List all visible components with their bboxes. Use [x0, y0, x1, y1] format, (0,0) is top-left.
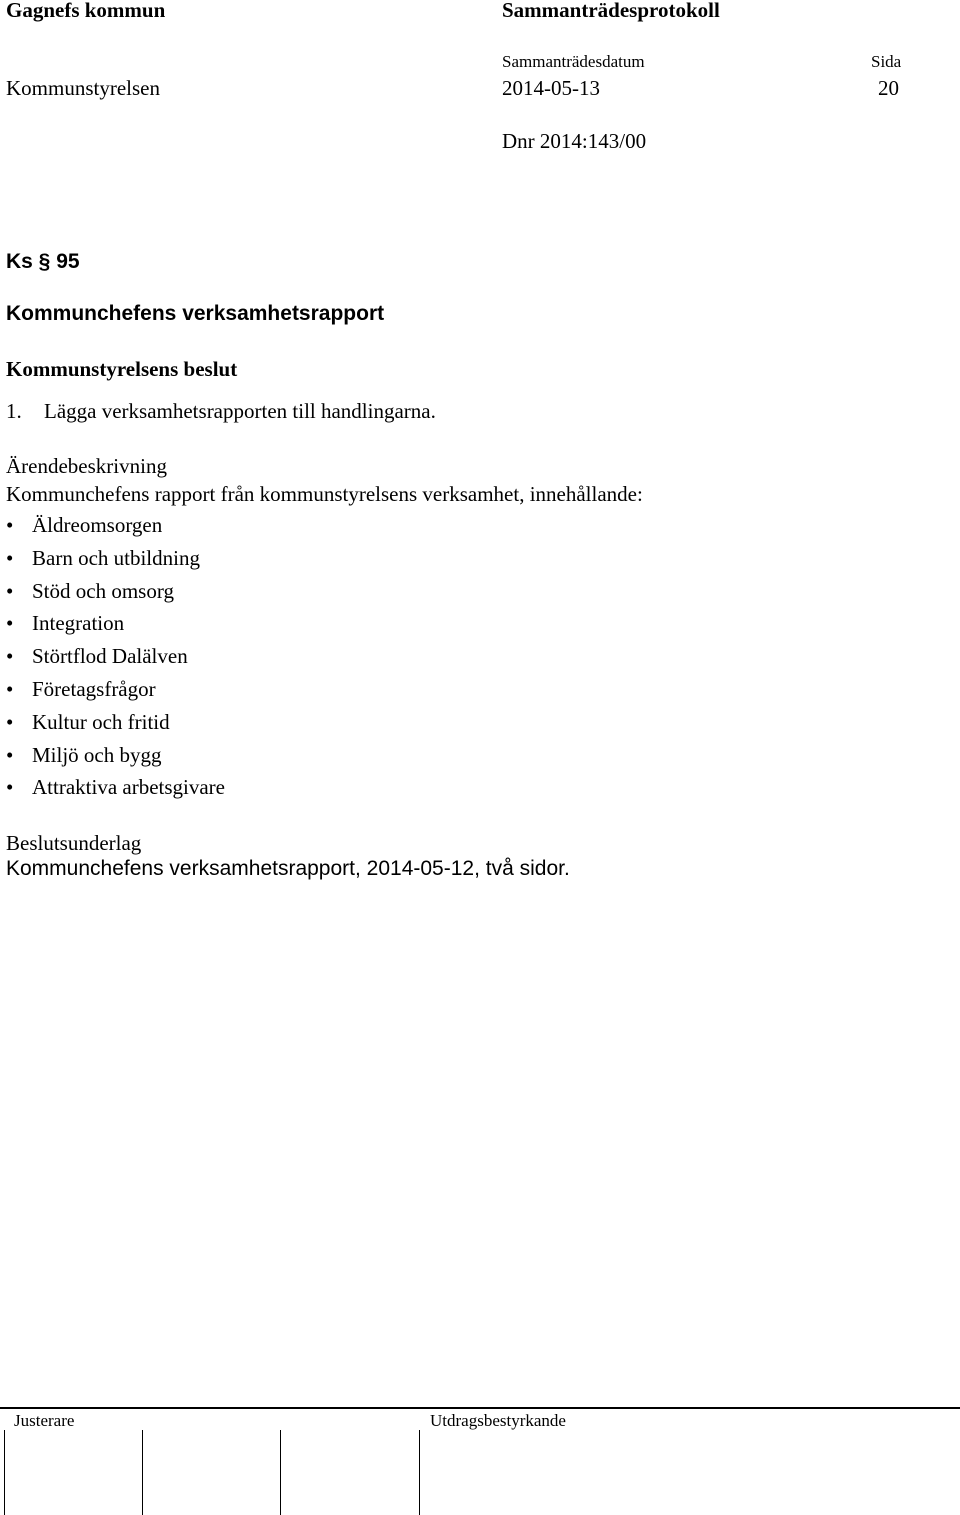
bullet-icon: • — [6, 676, 14, 701]
meeting-date-label: Sammanträdesdatum — [502, 52, 645, 71]
list-item-text: Integration — [32, 611, 125, 636]
bullet-icon: • — [6, 578, 14, 603]
decision-item-text: Lägga verksamhetsrapporten till handlingarna. — [44, 399, 436, 423]
signature-box-divider — [4, 1430, 5, 1515]
decision-item — [6, 399, 436, 424]
bullet-icon: • — [6, 644, 14, 669]
extract-certification-label: Utdragsbestyrkande — [430, 1411, 566, 1430]
bullet-icon: • — [6, 742, 14, 767]
basis-heading: Beslutsunderlag — [6, 831, 142, 855]
list-item-text: Äldreomsorgen — [32, 513, 163, 537]
bullet-icon: • — [6, 611, 14, 636]
page-number: 20 — [878, 76, 899, 100]
list-item — [6, 610, 225, 643]
list-item — [6, 676, 225, 709]
case-title: Kommunchefens verksamhetsrapport — [6, 302, 385, 325]
list-item — [6, 578, 225, 611]
list-item-text: Störtflod Dalälven — [32, 644, 188, 669]
page-label: Sida — [871, 52, 902, 71]
case-number: Ks § 95 — [6, 250, 80, 273]
signature-box-divider — [419, 1430, 420, 1515]
footer-divider — [0, 1407, 960, 1409]
decision-heading: Kommunstyrelsens beslut — [6, 357, 238, 381]
list-item-text: Företagsfrågor — [32, 676, 156, 701]
list-item — [6, 774, 225, 807]
list-item-text: Barn och utbildning — [32, 545, 200, 570]
meeting-date: 2014-05-13 — [502, 76, 600, 100]
list-item-text: Kultur och fritid — [32, 709, 170, 734]
list-item — [6, 643, 225, 676]
bullet-icon: • — [6, 545, 14, 570]
bullet-icon: • — [6, 775, 14, 800]
bullet-icon: • — [6, 513, 14, 537]
list-item — [6, 512, 225, 545]
reference-number: Dnr 2014:143/00 — [502, 129, 647, 153]
description-heading: Ärendebeskrivning — [6, 454, 167, 478]
document-type: Sammanträdesprotokoll — [502, 0, 720, 22]
list-item — [6, 709, 225, 742]
list-item-text: Miljö och bygg — [32, 742, 162, 767]
list-item — [6, 742, 225, 775]
bullet-icon: • — [6, 709, 14, 734]
signature-box-divider — [142, 1430, 143, 1515]
organization-name: Gagnefs kommun — [6, 0, 166, 22]
adjuster-label: Justerare — [14, 1411, 75, 1430]
description-intro: Kommunchefens rapport från kommunstyrelsens verksamhet, innehållande: — [6, 482, 643, 506]
description-list — [6, 512, 225, 807]
list-item-text: Attraktiva arbetsgivare — [32, 775, 225, 800]
list-item-text: Stöd och omsorg — [32, 578, 174, 603]
basis-text: Kommunchefens verksamhetsrapport, 2014-05-12, två sidor. — [6, 857, 570, 880]
list-item — [6, 545, 225, 578]
decision-item-number: 1. — [6, 399, 22, 423]
governing-body: Kommunstyrelsen — [6, 76, 160, 100]
signature-box-divider — [280, 1430, 281, 1515]
